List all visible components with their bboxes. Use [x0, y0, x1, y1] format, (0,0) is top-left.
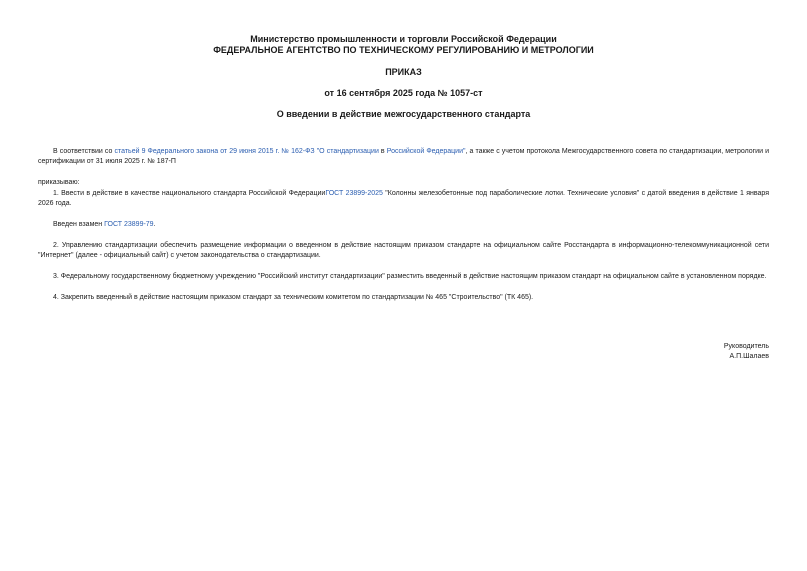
replacement-text-after: .	[153, 221, 156, 228]
item1-text-before: 1. Ввести в действие в качестве национального стандарта Российской Федерации	[53, 190, 326, 197]
ministry-name: Министерство промышленности и торговли Российской Федерации	[250, 34, 557, 44]
law-article-link[interactable]: статьей 9 Федерального закона от 29 июня 2015 г. № 162-ФЗ "О стандартизации	[114, 148, 379, 155]
preamble-paragraph	[38, 147, 769, 167]
document-date-number: от 16 сентября 2025 года № 1057-ст	[324, 88, 483, 98]
preamble-text-mid: в	[378, 148, 387, 155]
preamble-text-before: В соответствии со	[53, 148, 115, 155]
replacement-text-before: Введен взамен	[53, 221, 105, 228]
order-item-4: 4. Закрепить введенный в действие настоящим приказом стандарт за техническим комитетом по стандартизации № 465 "Строительство" (ТК 465).	[53, 294, 534, 301]
agency-name: ФЕДЕРАЛЬНОЕ АГЕНТСТВО ПО ТЕХНИЧЕСКОМУ РЕГУЛИРОВАНИЮ И МЕТРОЛОГИИ	[213, 45, 594, 55]
order-item-2: 2. Управлению стандартизации обеспечить размещение информации о введенном в действие настоящим приказом стандарте на официальном сайте Росстандарта в информационно-телекоммуникационной сети "Интернет" (далее - официальный сайт) с учетом законодательства о стандартизации.	[38, 242, 769, 259]
gost-2025-link[interactable]: ГОСТ 23899-2025	[325, 190, 383, 197]
gost-79-link[interactable]: ГОСТ 23899-79	[104, 221, 154, 228]
document-subject: О введении в действие межгосударственного стандарта	[276, 109, 531, 119]
document-page	[38, 34, 769, 360]
signatory-name: А.П.Шалаев	[729, 353, 769, 360]
document-type: ПРИКАЗ	[385, 67, 422, 77]
replacement-note	[38, 220, 769, 230]
law-title-link[interactable]: Российской Федерации"	[386, 148, 466, 155]
signatory-title: Руководитель	[723, 343, 769, 350]
order-item-1	[38, 189, 769, 209]
preamble-text-after: , а также с учетом протокола Межгосударственного совета по стандартизации, метрологии и сертификации от 31 июля 2025 г. № 187-П	[38, 148, 769, 165]
order-word: приказываю:	[38, 179, 80, 186]
order-item-3: 3. Федеральному государственному бюджетному учреждению "Российский институт стандартизации" разместить введенный в действие настоящим приказом стандарт на официальном сайте в установленном порядке.	[53, 273, 767, 280]
signature-block	[724, 342, 769, 362]
item1-text-after: "Колонны железобетонные под параболические лотки. Технические условия" с датой введения в действие 1 января 2026 года.	[38, 190, 769, 207]
